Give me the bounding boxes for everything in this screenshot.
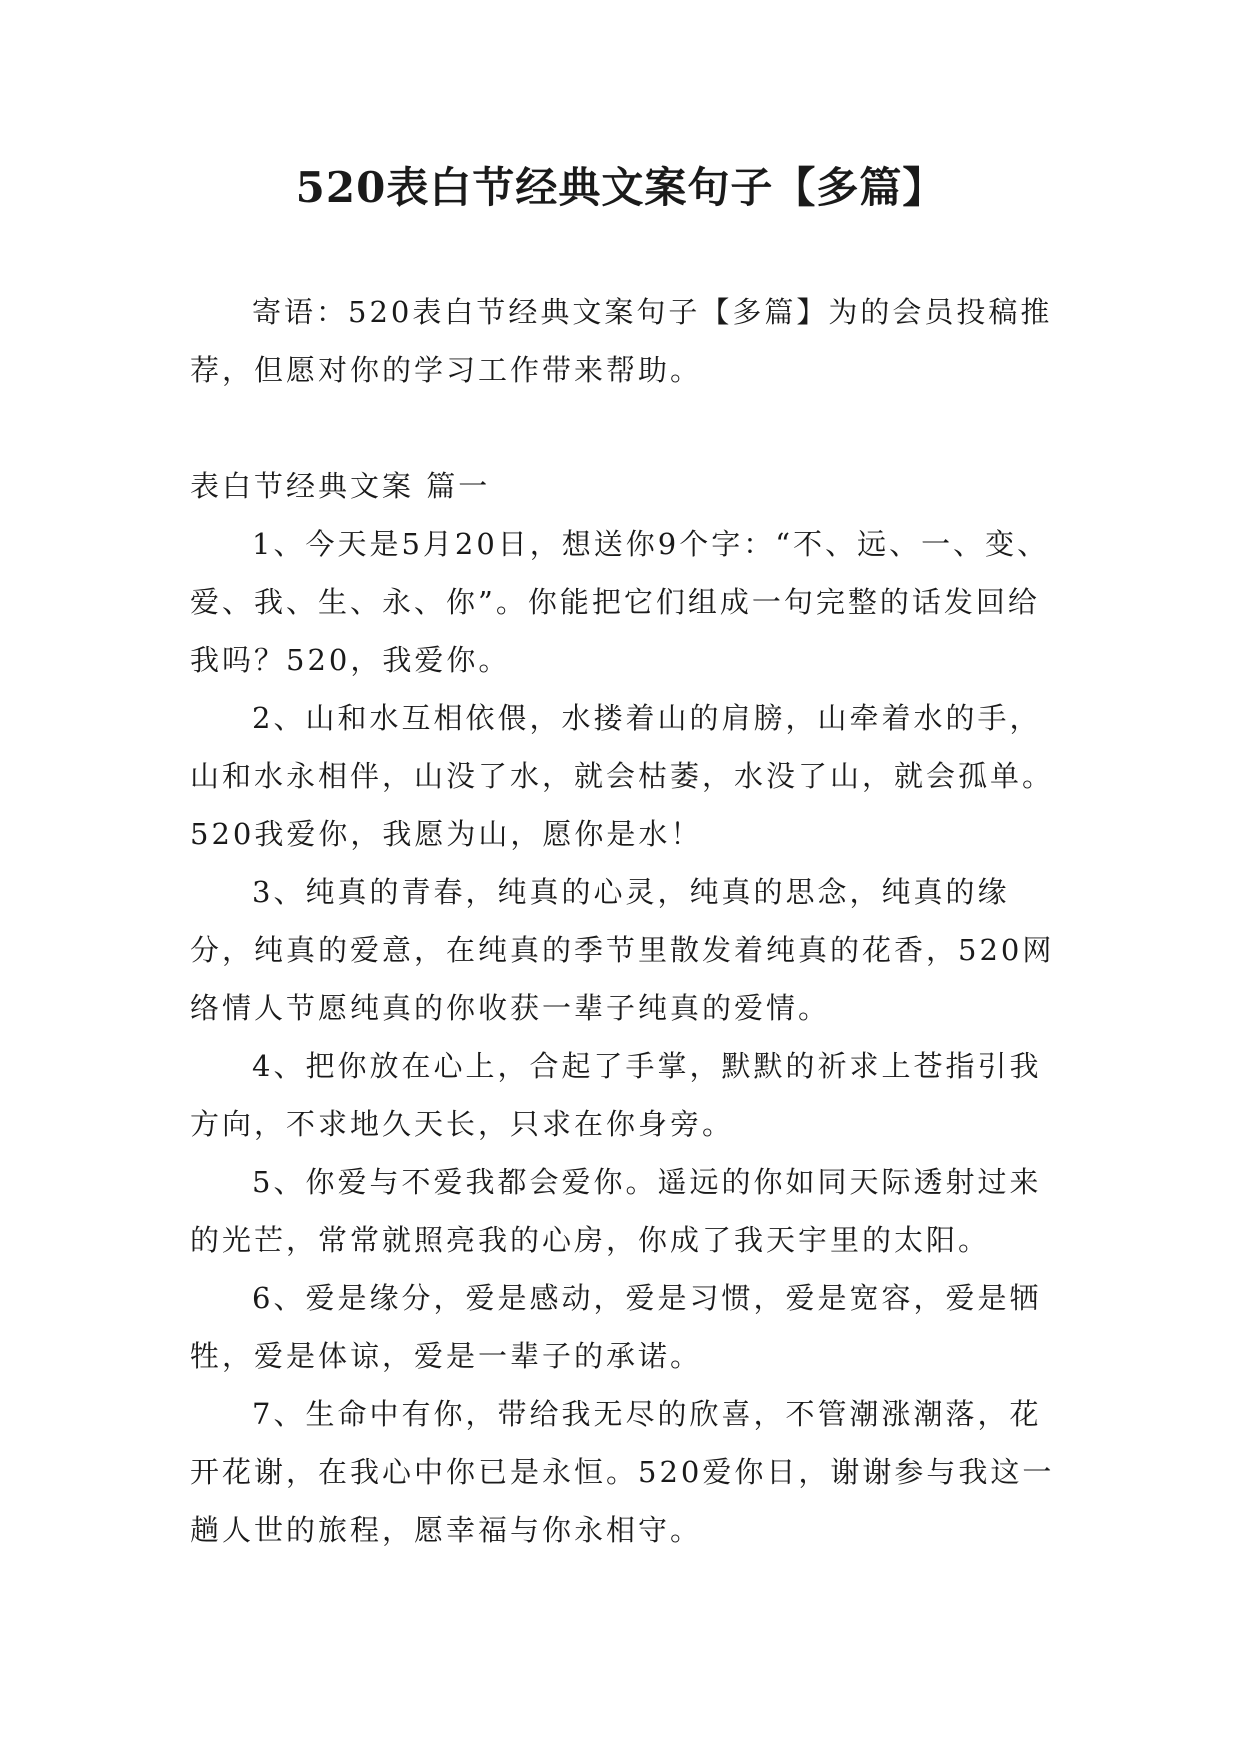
document-title: 520表白节经典文案句子【多篇】 bbox=[295, 163, 946, 212]
list-item: 1、今天是5月20日，想送你9个字：“不、远、一、变、爱、我、生、永、你”。你能把它们组成一句完整的话发回给我吗？520，我爱你。 bbox=[190, 527, 1050, 677]
preface-paragraph: 寄语：520表白节经典文案句子【多篇】为的会员投稿推荐，但愿对你的学习工作带来帮助。 bbox=[190, 295, 1053, 387]
list-item: 7、生命中有你，带给我无尽的欣喜，不管潮涨潮落，花开花谢，在我心中你已是永恒。520爱你日，谢谢参与我这一趟人世的旅程，愿幸福与你永相守。 bbox=[190, 1397, 1055, 1547]
list-item: 3、纯真的青春，纯真的心灵，纯真的思念，纯真的缘分，纯真的爱意，在纯真的季节里散发着纯真的花香，520网络情人节愿纯真的你收获一辈子纯真的爱情。 bbox=[190, 875, 1055, 1025]
list-item: 2、山和水互相依偎，水搂着山的肩膀，山牵着水的手，山和水永相伴，山没了水，就会枯萎，水没了山，就会孤单。520我爱你，我愿为山，愿你是水！ bbox=[190, 701, 1055, 851]
document-body bbox=[190, 283, 1060, 1559]
list-item: 4、把你放在心上，合起了手掌，默默的祈求上苍指引我方向，不求地久天长，只求在你身旁。 bbox=[190, 1049, 1042, 1141]
section-heading: 表白节经典文案 篇一 bbox=[190, 469, 491, 503]
list-item: 5、你爱与不爱我都会爱你。遥远的你如同天际透射过来的光芒，常常就照亮我的心房，你成了我天宇里的太阳。 bbox=[190, 1165, 1042, 1257]
list-item: 6、爱是缘分，爱是感动，爱是习惯，爱是宽容，爱是牺牲，爱是体谅，爱是一辈子的承诺。 bbox=[190, 1281, 1042, 1373]
